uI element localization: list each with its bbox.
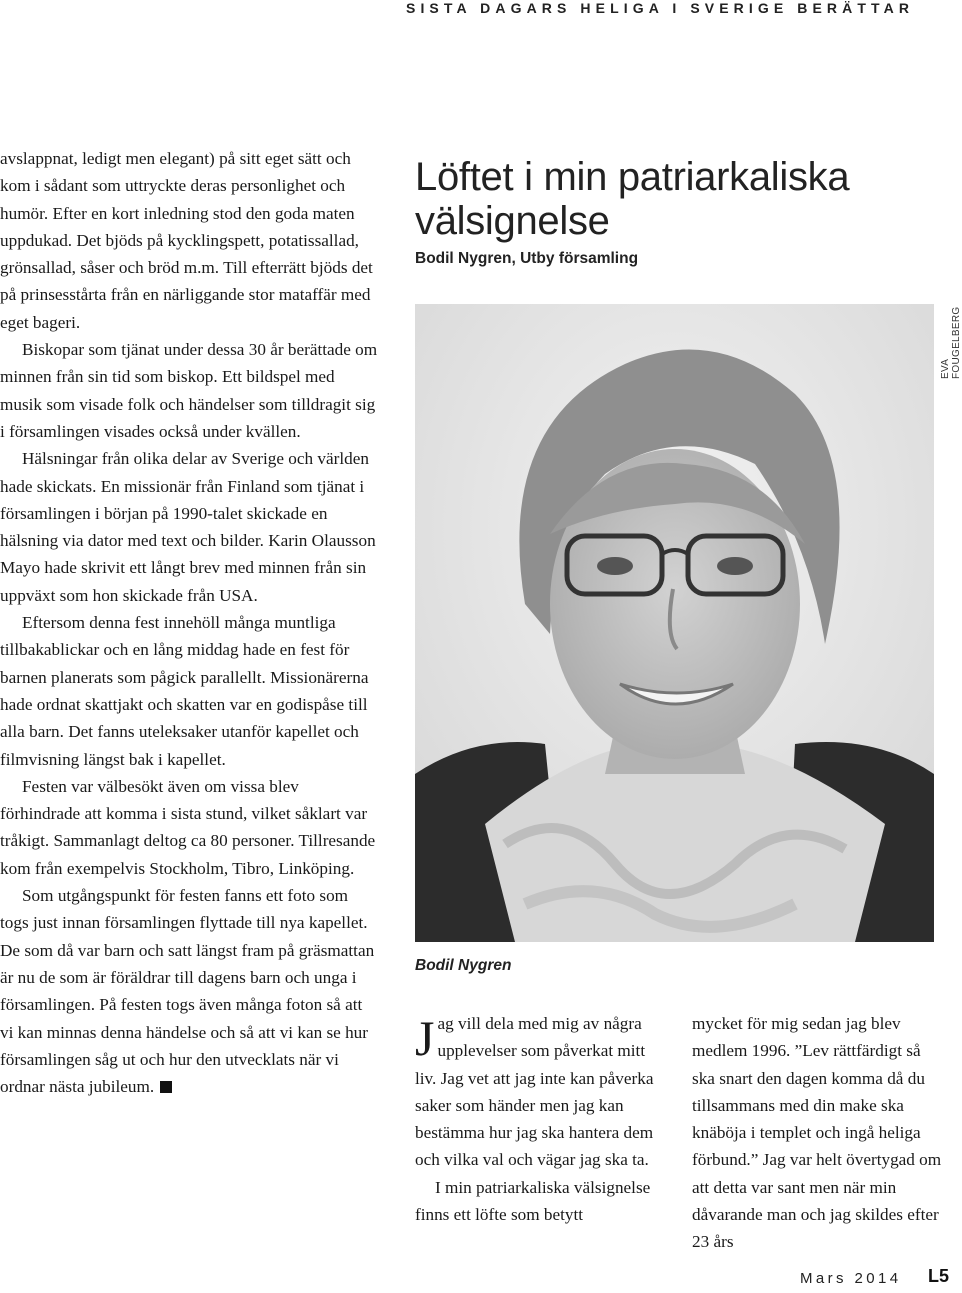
- paragraph-text: ag vill dela med mig av några upplevelser som påverkat mitt liv. Jag vet att jag inte kan påverka saker som händer men jag kan bestämma hur jag ska hantera dem och vilka val och vägar jag ska ta.: [415, 1014, 654, 1170]
- paragraph: Festen var välbesökt även om vissa blev förhindrade att komma i sista stund, vilket såklart var tråkigt. Sammanlagt deltog ca 80 personer. Tillresande kom från exempelvis Stockholm, Tibro, Linköping.: [0, 776, 376, 878]
- paragraph-text: Som utgångspunkt för festen fanns ett foto som togs just innan församlingen flyttade till nya kapellet. De som då var barn och satt längst fram på gräsmattan är nu de som är föräldrar till dagens barn och unga i församlingen. På festen togs även många foton så att vi kan minnas denna händelse och så att vi kan se hur församlingen såg ut och hur den utvecklats när vi ordnar nästa jubileum.: [0, 886, 375, 1097]
- paragraph: Hälsningar från olika delar av Sverige och världen hade skickats. En missionär från Finland som tjänat i församlingen i början på 1990-talet skickade en hälsning via dator med text och bilder. Karin Olausson Mayo hade skrivit ett långt brev med minnen från sin uppväxt som hon skickade från USA.: [0, 449, 376, 605]
- article-title: Löftet i min patriarkaliska välsignelse: [415, 155, 850, 243]
- paragraph: Biskopar som tjänat under dessa 30 år berättade om minnen från sin tid som biskop. Ett bildspel med musik som visade folk och händelser som tilldragit sig i församlingen visades också under kvällen.: [0, 340, 378, 441]
- article-byline: Bodil Nygren, Utby församling: [415, 250, 639, 267]
- last-paragraph: [0, 882, 378, 1100]
- left-article-column: [0, 145, 378, 1100]
- first-paragraph: [415, 1010, 670, 1174]
- article-column-a: [415, 1010, 670, 1228]
- paragraph: I min patriarkaliska välsignelse finns ett löfte som betytt: [415, 1177, 651, 1225]
- article-column-b: [692, 1010, 947, 1256]
- paragraph: avslappnat, ledigt men elegant) på sitt eget sätt och kom i sådant som uttryckte deras personlighet och humör. Efter en kort inledning stod den goda maten uppdukad. Det bjöds på kycklingspett, potatissallad, grönsallad, såser och bröd m.m. Till efterrätt bjöds det på prinsesstårta från en närliggande stor mataffär med eget bageri.: [0, 149, 373, 332]
- portrait-illustration: [415, 304, 934, 942]
- end-mark-icon: [160, 1081, 172, 1093]
- paragraph: Eftersom denna fest innehöll många muntliga tillbakablickar och en lång middag hade en fest för barnen planerats som pågick parallellt. Missionärerna hade ordnat skattjakt och skatten var en godispåse till alla barn. Det fanns uteleksaker utanför kapellet och filmvisning längst bak i kapellet.: [0, 613, 369, 769]
- page-number: L5: [928, 1266, 950, 1286]
- portrait-photo: [415, 304, 934, 942]
- photo-caption: Bodil Nygren: [415, 957, 512, 974]
- running-header: SISTA DAGARS HELIGA I SVERIGE BERÄTTAR: [406, 0, 915, 16]
- drop-cap: J: [415, 1010, 435, 1066]
- paragraph: mycket för mig sedan jag blev medlem 1996. ”Lev rättfärdigt så ska snart den dagen komma då du tillsammans med din make ska knäböja i templet och ingå heliga förbund.” Jag var helt övertygad om att detta var sant men när min dåvarande man och jag skildes efter 23 års: [692, 1014, 942, 1252]
- issue-date: Mars 2014: [800, 1270, 902, 1287]
- photo-credit: EVA FOUGELBERG: [940, 306, 962, 380]
